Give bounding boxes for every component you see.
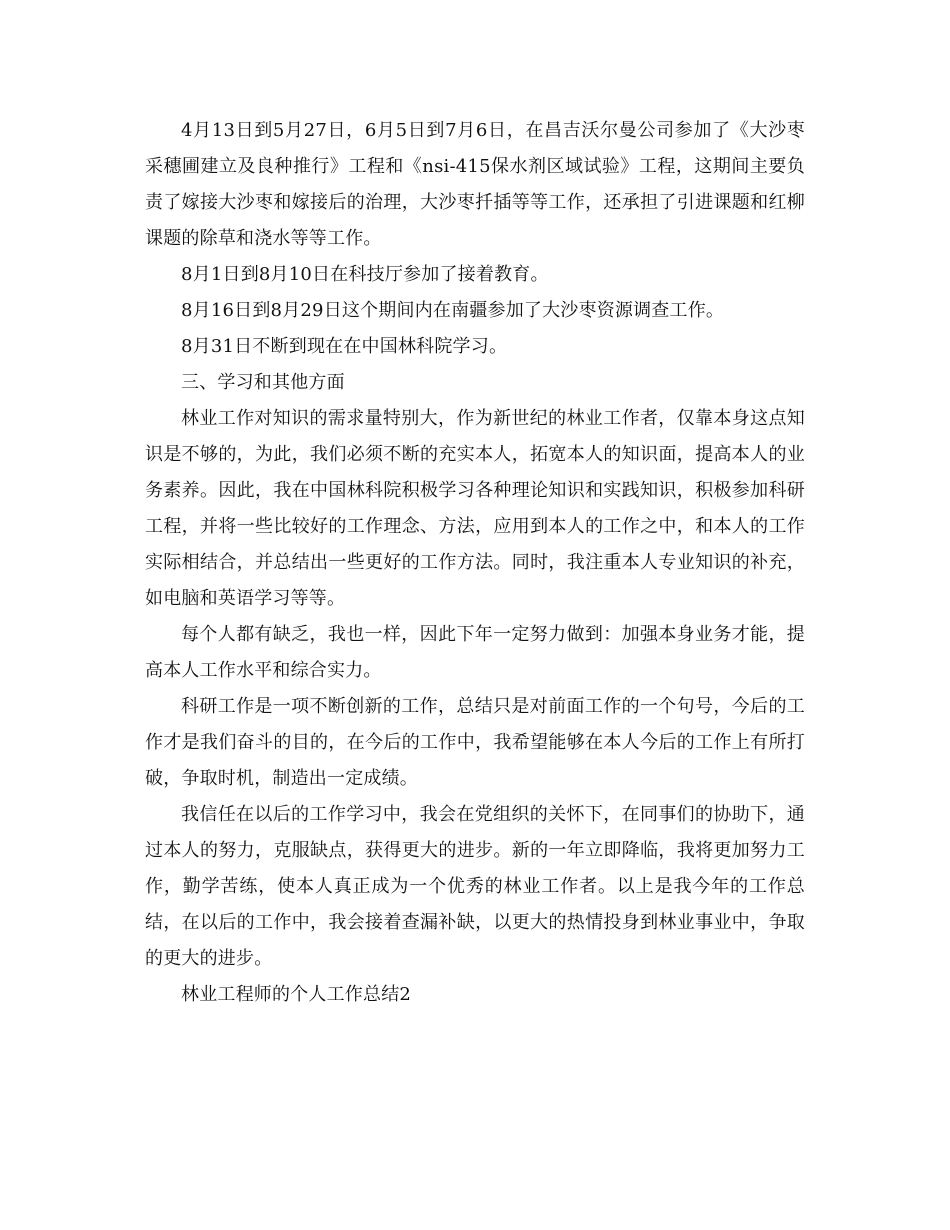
next-section-title: 林业工程师的个人工作总结2 bbox=[181, 984, 412, 1005]
paragraph-study: 8月31日不断到现在在中国林科院学习。 bbox=[181, 336, 508, 357]
section-heading-study: 三、学习和其他方面 bbox=[181, 372, 345, 393]
paragraph-knowledge: 林业工作对知识的需求量特别大，作为新世纪的林业工作者，仅靠本身这点知识是不够的，为此，我们必须不断的充实本人，拓宽本人的知识面，提高本人的业务素养。因此，我在中国林科院积极学习各种理论知识和实践知识，积极参加科研工程，并将一些比较好的工作理念、方法，应用到本人的工作之中，和本人的工作实际相结合，并总结出一些更好的工作方法。同时，我注重本人专业知识的补充，如电脑和英语学习等等。 bbox=[145, 408, 805, 609]
paragraph-work-schedule: 4月13日到5月27日，6月5日到7月6日，在昌吉沃尔曼公司参加了《大沙枣采穗圃建立及良种推行》工程和《nsi-415保水剂区域试验》工程，这期间主要负责了嫁接大沙枣和嫁接后的治理，大沙枣扦插等等工作，还承担了引进课题和红柳课题的除草和浇水等等工作。 bbox=[145, 120, 805, 249]
paragraph-shortcomings: 每个人都有缺乏，我也一样，因此下年一定努力做到：加强本身业务才能，提高本人工作水平和综合实力。 bbox=[145, 624, 805, 681]
paragraph-education: 8月1日到8月10日在科技厅参加了接着教育。 bbox=[181, 264, 549, 285]
paragraph-outlook: 我信任在以后的工作学习中，我会在党组织的关怀下，在同事们的协助下，通过本人的努力，克服缺点，获得更大的进步。新的一年立即降临，我将更加努力工作，勤学苦练，使本人真正成为一个优秀的林业工作者。以上是我今年的工作总结，在以后的工作中，我会接着查漏补缺，以更大的热情投身到林业事业中，争取的更大的进步。 bbox=[145, 804, 805, 969]
paragraph-survey: 8月16日到8月29日这个期间内在南疆参加了大沙枣资源调查工作。 bbox=[181, 300, 725, 321]
document-body bbox=[145, 113, 805, 1013]
paragraph-research: 科研工作是一项不断创新的工作，总结只是对前面工作的一个句号，今后的工作才是我们奋斗的目的，在今后的工作中，我希望能够在本人今后的工作上有所打破，争取时机，制造出一定成绩。 bbox=[145, 696, 805, 789]
